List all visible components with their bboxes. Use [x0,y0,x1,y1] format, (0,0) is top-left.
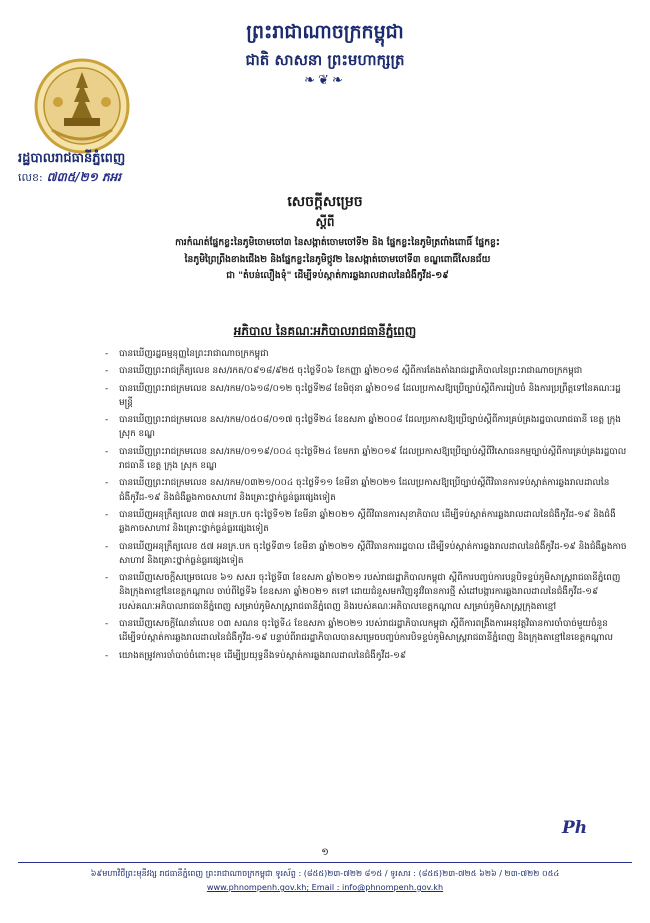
preamble-clause: - បានឃើញសេចក្តីណែនាំលេខ ០៣ សណន ចុះថ្ងៃទី៤ ខែឧសភា ឆ្នាំ២០២១ របស់រាជរដ្ឋាភិបាលកម្ពុជា ស្តីពីការពង្រឹងការអនុវត្តវិធានការចាំបាច់មួយចំនួន ដើម្បីទប់ស្កាត់ការឆ្លងរាលដាលនៃជំងឺកូវីដ-១៩ បន្ទាប់ពីរាជរដ្ឋាភិបាលបានសម្រេចបញ្ចប់ការបិទខ្ទប់ភូមិសាស្ត្ររាជធានីភ្នំពេញ និងក្រុងតាខ្មៅនៃខេត្តកណ្តាល [105,619,613,644]
preamble-clause: - បានឃើញសេចក្តីសម្រេចលេខ ៦១ សសរ ចុះថ្ងៃទី៣ ខែឧសភា ឆ្នាំ២០២១ របស់រាជរដ្ឋាភិបាលកម្ពុជា ស្តីពីការបញ្ចប់ការបន្តបិទខ្ទប់ភូមិសាស្ត្ររាជធានីភ្នំពេញ និងក្រុងតាខ្មៅនៃខេត្តកណ្តាល ចាប់ពីថ្ងៃទី៦ ខែឧសភា ឆ្នាំ២០២១ តទៅ ដោយជំនួសមកវិញនូវវិធានការថ្មី សំដៅបង្ការការឆ្លងរាលដាលនៃជំងឺកូវីដ-១៩ របស់គណៈអភិបាលរាជធានីភ្នំពេញ សម្រាប់ភូមិសាស្ត្ររាជធានីភ្នំពេញ និងរបស់គណៈអភិបាលខេត្តកណ្តាល សម្រាប់ភូមិសាស្ត្រក្រុងតាខ្មៅ [105,573,621,612]
document-title-block [0,192,650,231]
document-subject [70,235,605,285]
clause-dash: - [105,383,109,394]
clause-dash: - [105,446,109,457]
clause-dash: - [105,541,109,552]
clause-dash: - [105,650,109,661]
subject-line-2: នៃភូមិព្រៃព្រីងខាងជើង២ និងផ្នែកខ្លះនៃភូមិថ្កូវ២ នៃសង្កាត់ចោមចៅទី៣ ខណ្ឌពោធិ៍សែនជ័យ [184,253,491,265]
national-motto: ជាតិ សាសនា ព្រះមហាក្សត្រ [245,51,405,69]
footer-divider [18,862,632,863]
clause-dash: - [105,349,109,359]
ref-value: ៧៣៥/២១ ភអរ [46,170,122,184]
footer-address: ៦៩មហាវិថីព្រះមុនីវង្ស រាជធានីភ្នំពេញ ព្រះរាជាណាចក្រកម្ពុជា ទូរស័ព្ទ : (៨៥៥)២៣-៧២២ ៨១៥ / ទូរសារ : (៨៥៥)២៣-៧២៥ ៦២៦ / ២៣-៧២២ ០៥៤ [90,868,560,878]
subject-line-1: ការកំណត់ផ្នែកខ្លះនៃភូមិចោមចៅ៣ នៃសង្កាត់ចោមចៅទី២ និង ផ្នែកខ្លះនៃភូមិត្រពាំងពោធិ៍ ផ្នែកខ្លះ [175,237,500,248]
document-about: ស្តីពី [315,215,335,229]
office-name: រដ្ឋបាលរាជធានីភ្នំពេញ [18,151,126,166]
preamble-clause: - បានឃើញព្រះរាជក្រមលេខ នស/រកម/០៦១៨/០១២ ចុះថ្ងៃទី២៨ ខែមិថុនា ឆ្នាំ២០១៨ ដែលប្រកាសឱ្យប្រើច្បាប់ស្តីពីការរៀបចំ និងការប្រព្រឹត្តទៅនៃគណៈរដ្ឋមន្ត្រី [105,383,621,408]
subject-line-3: ជា "តំបន់លឿងទុំ" ដើម្បីទប់ស្កាត់ការឆ្លងរាលដាលនៃជំងឺកូវីដ-១៩ [226,270,449,281]
clause-dash: - [105,573,109,584]
preamble-clause: - បានឃើញព្រះរាជក្រមលេខ នស/រកម/០៣២១/០០៤ ចុះថ្ងៃទី១១ ខែមីនា ឆ្នាំ២០២១ ដែលប្រកាសឱ្យប្រើច្បាប់ស្តីពីវិធានការទប់ស្កាត់ការឆ្លងរាលដាលនៃជំងឺកូវីដ-១៩ និងជំងឺឆ្លងកាចសាហាវ និងគ្រោះថ្នាក់ធ្ងន់ធ្ងរផ្សេងទៀត [105,478,610,503]
footer-website-link[interactable]: www.phnompenh.gov.kh; Email : info@phnompenh.gov.kh [206,882,444,892]
reference-number [18,169,208,186]
handwritten-initials: Ph [562,818,588,838]
issuing-authority: អភិបាល នៃគណៈអភិបាលរាជធានីភ្នំពេញ [233,324,417,338]
issuing-office [18,150,208,186]
document-title: សេចក្តីសម្រេច [287,194,363,210]
header-ornament: ❧❦❧ [304,73,346,88]
phnom-penh-seal-icon [34,58,130,154]
page-number: ១ [321,847,329,858]
preamble-clause: - បានឃើញព្រះរាជក្រមលេខ នស/រកម/០៥០៨/០១៧ ចុះថ្ងៃទី២៤ ខែឧសភា ឆ្នាំ២០០៨ ដែលប្រកាសឱ្យប្រើច្បាប់ស្តីពីការគ្រប់គ្រងរដ្ឋបាលរាជធានី ខេត្ត ក្រុង ស្រុក ខណ្ឌ [105,415,621,440]
preamble-clause: - យោងតម្រូវការចាំបាច់ចំពោះមុខ ដើម្បីប្រយុទ្ធនឹងទប់ស្កាត់ការឆ្លងរាលដាលនៃជំងឺកូវីដ-១៩ [105,649,633,663]
preamble-clause: - បានឃើញព្រះរាជក្រឹត្យលេខ នស/រកត/០៩១៨/៩២៥ ចុះថ្ងៃទី០៦ ខែកញ្ញា ឆ្នាំ២០១៨ ស្តីពីការតែងតាំងរាជរដ្ឋាភិបាលនៃព្រះរាជាណាចក្រកម្ពុជា [105,364,633,378]
kingdom-name: ព្រះរាជាណាចក្រកម្ពុជា [246,21,404,43]
clause-dash: - [105,415,109,426]
footer [18,866,632,894]
preamble-clause: - បានឃើញរដ្ឋធម្មនុញ្ញនៃព្រះរាជាណាចក្រកម្ពុជា [105,347,633,361]
ref-label: លេខ: [18,171,43,184]
preamble-clauses [105,347,633,666]
clause-dash: - [105,478,109,489]
clause-dash: - [105,619,109,630]
preamble-clause: - បានឃើញអនុក្រឹត្យលេខ ៥៧ អនក្រ.បក ចុះថ្ងៃទី៣១ ខែមីនា ឆ្នាំ២០២១ ស្តីពីវិធានការរដ្ឋបាល ដើម្បីទប់ស្កាត់ការឆ្លងរាលដាលនៃជំងឺកូវីដ-១៩ និងជំងឺឆ្លងកាចសាហាវ និងគ្រោះថ្នាក់ធ្ងន់ធ្ងរផ្សេងទៀត [105,541,627,566]
preamble-clause: - បានឃើញអនុក្រឹត្យលេខ ៣៧ អនក្រ.បក ចុះថ្ងៃទី១២ ខែមីនា ឆ្នាំ២០២១ ស្តីពីវិធានការសុខាភិបាល ដើម្បីទប់ស្កាត់ការឆ្លងរាលដាលនៃជំងឺកូវីដ-១៩ និងជំងឺឆ្លងកាចសាហាវ និងគ្រោះថ្នាក់ធ្ងន់ធ្ងរផ្សេងទៀត [105,509,616,535]
clause-dash: - [105,366,109,377]
clause-dash: - [105,509,109,520]
preamble-clause: - បានឃើញព្រះរាជក្រមលេខ នស/រកម/០១១៩/០០៤ ចុះថ្ងៃទី២៤ ខែមករា ឆ្នាំ២០១៩ ដែលប្រកាសឱ្យប្រើច្បាប់ស្តីពីវិសោធនកម្មច្បាប់ស្តីពីការគ្រប់គ្រងរដ្ឋបាលរាជធានី ខេត្ត ក្រុង ស្រុក ខណ្ឌ [105,446,627,472]
